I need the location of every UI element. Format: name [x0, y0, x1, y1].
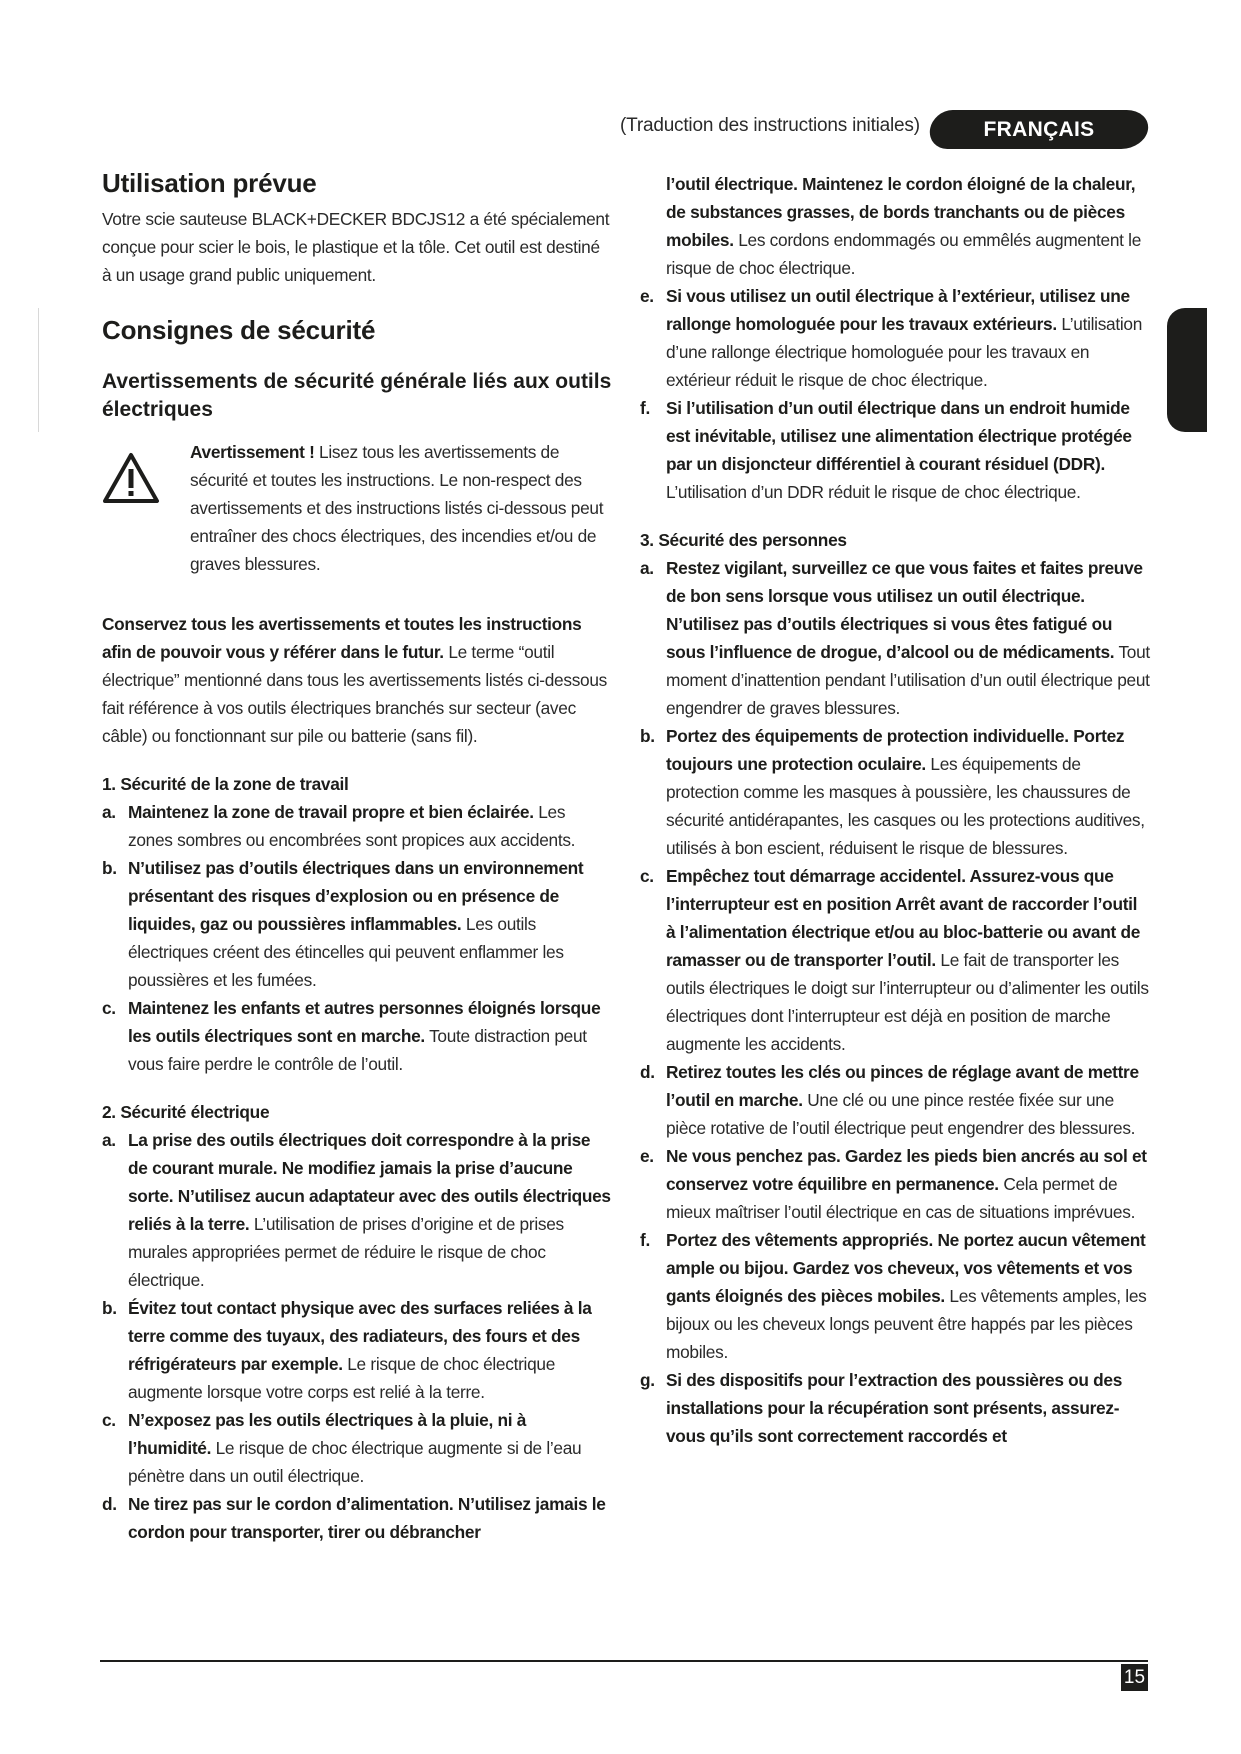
right-column	[640, 170, 1150, 1450]
side-thumb-tab	[1167, 308, 1207, 432]
section-2-title: 2. Sécurité électrique	[102, 1102, 270, 1122]
intended-use-paragraph: Votre scie sauteuse BLACK+DECKER BDCJS12 a été spécialement conçue pour scier le bois, le plastique et la tôle. Cet outil est destiné à un usage grand public uniquement.	[102, 209, 610, 285]
list-item-continuation: l’outil électrique. Maintenez le cordon éloigné de la chaleur, de substances grasses, de bords tranchants ou de pièces mobiles. Les cordons endommagés ou emmêlés augmentent le risque de choc électrique.	[666, 174, 1142, 278]
warning-paragraph	[190, 438, 612, 578]
list-item: d. Retirez toutes les clés ou pinces de réglage avant de mettre l’outil en marche. Une clé ou une pince restée fixée sur une pièce rotative de l’outil électrique peut engendrer des blessures.	[640, 1062, 1139, 1138]
list-item: c. Empêchez tout démarrage accidentel. Assurez-vous que l’interrupteur est en position Arrêt avant de raccorder l’outil à l’alimentation électrique et/ou au bloc-batterie ou avant de ramasser ou de transporter l’outil. Le fait de transporter les outils électriques le doigt sur l’interrupteur ou d’alimenter les outils électriques dont l’interrupteur est déjà en position de marche augmente les accidents.	[640, 866, 1149, 1054]
list-item: a. Restez vigilant, surveillez ce que vous faites et faites preuve de bon sens lorsque vous utilisez un outil électrique. N’utilisez pas d’outils électriques si vous êtes fatigué ou sous l’influence de drogue, d’alcool ou de médicaments. Tout moment d’inattention pendant l’utilisation d’un outil électrique peut engendrer de graves blessures.	[640, 558, 1150, 718]
page-number: 15	[1121, 1664, 1148, 1691]
keep-instructions-paragraph	[102, 610, 612, 750]
warning-lead: Avertissement !	[190, 442, 315, 462]
section-3-title: 3. Sécurité des personnes	[640, 530, 847, 550]
keep-body: Le terme “outil électrique” mentionné dans tous les avertissements listés ci-dessous fait référence à vos outils électriques branchés sur secteur (avec câble) ou fonctionnant sur pile ou batterie (sans fil).	[102, 642, 608, 746]
footer-rule	[100, 1660, 1148, 1662]
intended-use-heading: Utilisation prévue	[102, 168, 317, 198]
section-1-title: 1. Sécurité de la zone de travail	[102, 774, 349, 794]
list-item: b. N’utilisez pas d’outils électriques dans un environnement présentant des risques d’explosion ou en présence de liquides, gaz ou poussières inflammables. Les outils électriques créent des étincelles qui peuvent enflammer les poussières et les fumées.	[102, 858, 584, 990]
list-item: d. Ne tirez pas sur le cordon d’alimentation. N’utilisez jamais le cordon pour transporter, tirer ou débrancher	[102, 1494, 606, 1542]
warning-triangle-icon	[102, 438, 190, 578]
list-item: a. La prise des outils électriques doit correspondre à la prise de courant murale. Ne modifiez jamais la prise d’aucune sorte. N’utilisez aucun adaptateur avec des outils électriques reliés à la terre. L’utilisation de prises d’origine et de prises murales appropriées permet de réduire le risque de choc électrique.	[102, 1130, 611, 1290]
keep-lead: Conservez tous les avertissements et toutes les instructions afin de pouvoir vous y référer dans le futur.	[102, 614, 582, 662]
general-warnings-heading: Avertissements de sécurité générale liés aux outils électriques	[102, 370, 612, 421]
list-item: c. N’exposez pas les outils électriques à la pluie, ni à l’humidité. Le risque de choc électrique augmente si de l’eau pénètre dans un outil électrique.	[102, 1410, 582, 1486]
list-item: g. Si des dispositifs pour l’extraction des poussières ou des installations pour la récupération sont présents, assurez-vous qu’ils sont correctement raccordés et	[640, 1370, 1123, 1446]
list-item: e. Ne vous penchez pas. Gardez les pieds bien ancrés au sol et conservez votre équilibre en permanence. Cela permet de mieux maîtriser l’outil électrique en cas de situations imprévues.	[640, 1146, 1147, 1222]
left-column	[102, 168, 612, 1546]
translation-note: (Traduction des instructions initiales)	[620, 115, 920, 136]
list-item: e. Si vous utilisez un outil électrique à l’extérieur, utilisez une rallonge homologuée pour les travaux extérieurs. L’utilisation d’une rallonge électrique homologuée pour les travaux en extérieur réduit le risque de choc électrique.	[640, 286, 1143, 390]
list-item: f. Si l’utilisation d’un outil électrique dans un endroit humide est inévitable, utilisez une alimentation électrique protégée par un disjoncteur différentiel à courant résiduel (DDR). L’utilisation d’un DDR réduit le risque de choc électrique.	[640, 398, 1132, 502]
list-item: c. Maintenez les enfants et autres personnes éloignés lorsque les outils électriques sont en marche. Toute distraction peut vous faire perdre le contrôle de l’outil.	[102, 998, 601, 1074]
list-item: a. Maintenez la zone de travail propre et bien éclairée. Les zones sombres ou encombrées sont propices aux accidents.	[102, 802, 576, 850]
warning-block	[102, 438, 612, 578]
language-label: FRANÇAIS	[983, 118, 1095, 141]
margin-mark	[38, 308, 39, 432]
safety-heading: Consignes de sécurité	[102, 315, 376, 345]
list-item: b. Portez des équipements de protection individuelle. Portez toujours une protection oculaire. Les équipements de protection comme les masques à poussière, les chaussures de sécurité antidérapantes, les casques ou les protections auditives, utilisés à bon escient, réduisent le risque de blessures.	[640, 726, 1145, 858]
list-item: f. Portez des vêtements appropriés. Ne portez aucun vêtement ample ou bijou. Gardez vos cheveux, vos vêtements et vos gants éloignés des pièces mobiles. Les vêtements amples, les bijoux ou les cheveux longs peuvent être happés par les pièces mobiles.	[640, 1230, 1147, 1362]
warning-body: Lisez tous les avertissements de sécurité et toutes les instructions. Le non-respect des avertissements et des instructions listés ci-dessous peut entraîner des chocs électriques, des incendies et/ou de graves blessures.	[190, 442, 604, 574]
list-item: b. Évitez tout contact physique avec des surfaces reliées à la terre comme des tuyaux, des radiateurs, des fours et des réfrigérateurs par exemple. Le risque de choc électrique augmente lorsque votre corps est relié à la terre.	[102, 1298, 592, 1402]
